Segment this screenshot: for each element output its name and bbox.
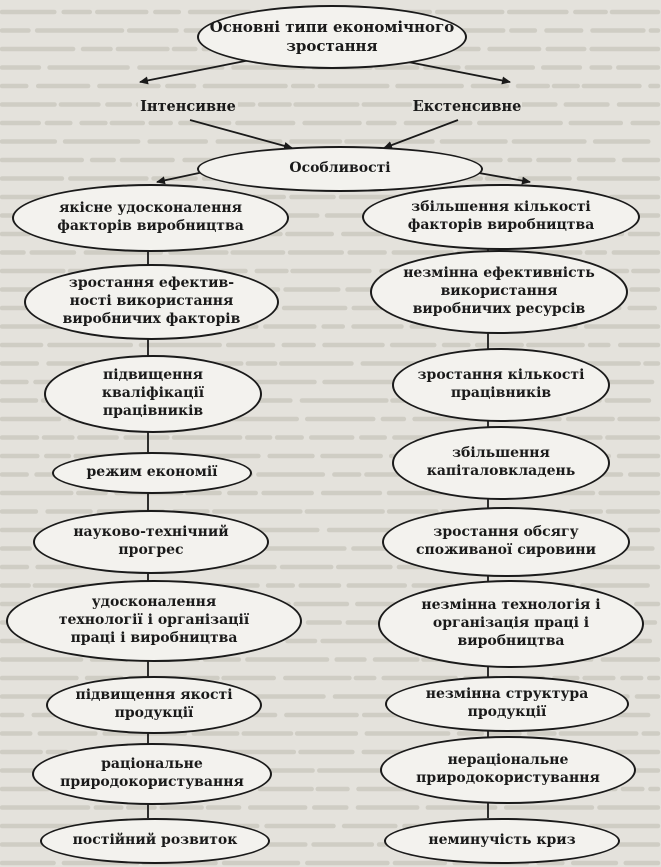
extensive-item-8: нераціональне природокористування xyxy=(380,736,636,804)
arrow-extensive-to-features xyxy=(384,120,458,148)
intensive-item-3: підвищення кваліфікації працівників xyxy=(44,355,262,433)
intensive-item-6: удосконалення технології і організації праці і виробництва xyxy=(6,580,302,662)
intensive-item-2: зростання ефектив- ності використання виробничих факторів xyxy=(24,264,279,340)
intensive-item-9: постійний розвиток xyxy=(40,818,270,864)
arrow-title-to-intensive xyxy=(140,60,250,82)
extensive-item-5: зростання обсягу споживаної сировини xyxy=(382,507,630,577)
intensive-item-7: підвищення якості продукції xyxy=(46,676,262,734)
intensive-item-8: раціональне природокористування xyxy=(32,743,272,805)
intensive-item-1: якісне удосконалення факторів виробництва xyxy=(12,184,289,252)
diagram-title: Основні типи економічного зростання xyxy=(197,5,467,69)
extensive-item-7: незмінна структура продукції xyxy=(385,676,629,732)
extensive-item-2: незмінна ефективність використання виробничих ресурсів xyxy=(370,250,628,334)
arrow-title-to-extensive xyxy=(398,60,510,82)
extensive-item-1: збільшення кількості факторів виробництва xyxy=(362,184,640,250)
extensive-item-4: збільшення капіталовкладень xyxy=(392,426,610,500)
branch-extensive-label: Екстенсивне xyxy=(412,95,522,117)
arrow-intensive-to-features xyxy=(190,120,292,148)
features-node: Особливості xyxy=(197,146,483,192)
branch-intensive-label: Інтенсивне xyxy=(138,95,238,117)
intensive-item-4: режим економії xyxy=(52,452,252,494)
intensive-item-5: науково-технічний прогрес xyxy=(33,510,269,574)
extensive-item-3: зростання кількості працівників xyxy=(392,348,610,422)
extensive-item-9: неминучість криз xyxy=(384,818,620,864)
extensive-item-6: незмінна технологія і організація праці і виробництва xyxy=(378,580,644,668)
